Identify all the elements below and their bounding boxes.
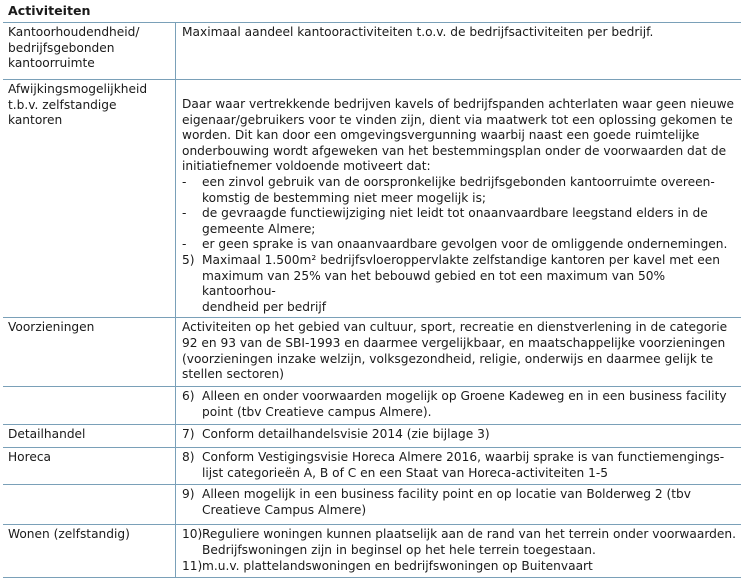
numbered-note <box>182 253 737 315</box>
note-number: 7) <box>182 427 195 442</box>
numbered-note <box>182 389 737 420</box>
row-label <box>3 387 176 425</box>
note-number: 8) <box>182 450 195 465</box>
row-value <box>176 23 742 80</box>
list-item: - er geen sprake is van onaanvaardbare gevolgen voor de omliggende ondernemingen. <box>182 237 737 253</box>
bullet-text: de gevraagde functiewijziging niet leidt tot onaanvaardbare leegstand elders in de gemeente Almere; <box>202 206 708 236</box>
bullet-text: er geen sprake is van onaanvaardbare gevolgen voor de omliggende ondernemingen. <box>202 237 728 252</box>
row-value <box>176 425 742 448</box>
section-heading: Activiteiten <box>8 3 91 18</box>
note-text: Reguliere woningen kunnen plaatselijk aan de rand van het terrein onder voorwaarden. Bedrijfswoningen zijn in beginsel op het hele terrein toegestaan. <box>202 527 736 557</box>
row-value <box>176 525 742 578</box>
note-text: Alleen mogelijk in een business facility point en op locatie van Bolderweg 2 (tbv Creatieve Campus Almere) <box>202 487 691 517</box>
note-text: Conform Vestigingsvisie Horeca Almere 2016, waarbij sprake is van functiemengings- lijst categorieën A, B of C en een Staat van Horeca-activiteiten 1-5 <box>202 450 725 480</box>
row-label: Horeca <box>3 448 176 485</box>
note-text: Maximaal 1.500m² bedrijfsvloeroppervlakte zelfstandige kantoren per kavel met een maximum van 25% van het bebouwd gebied en tot een maximum van 50% kantoorhou- dendheid per bedrijf <box>202 252 720 314</box>
row-label: Kantoorhoudendheid/ bedrijfsgebonden kantoorruimte <box>3 23 176 80</box>
table-row <box>3 318 741 387</box>
table-row <box>3 23 741 80</box>
row-label: Afwijkingsmogelijkheid t.b.v. zelfstandige kantoren <box>3 80 176 318</box>
table-row <box>3 525 741 578</box>
table-row <box>3 448 741 485</box>
note-number: 6) <box>182 389 195 404</box>
numbered-note <box>182 487 737 518</box>
row-label: Wonen (zelfstandig) <box>3 525 176 578</box>
note-number: 11) <box>182 558 203 573</box>
row-text: Activiteiten op het gebied van cultuur, sport, recreatie en dienstverlening in de categorie 92 en 93 van de SBI-1993 en daarmee vergelijkbaar, en maatschappelijke voorzieningen (voorzieningen inzake welzijn, volksgezondheid, religie, onderwijs en daarmee gelijk te stellen sectoren) <box>182 320 728 382</box>
row-label: Voorzieningen <box>3 318 176 387</box>
note-number: 5) <box>182 252 195 267</box>
table-row <box>3 485 741 525</box>
row-text: Maximaal aandeel kantooractiviteiten t.o.v. de bedrijfsactiviteiten per bedrijf. <box>182 25 654 39</box>
numbered-note <box>182 527 737 558</box>
activities-table <box>3 22 741 578</box>
table-row <box>3 387 741 425</box>
row-value <box>176 448 742 485</box>
row-value <box>176 387 742 425</box>
note-text: m.u.v. plattelandswoningen en bedrijfswoningen op Buitenvaart <box>202 558 593 573</box>
row-intro: Daar waar vertrekkende bedrijven kavels of bedrijfspanden achterlaten waar geen nieuwe eigenaar/gebruikers voor te vinden zijn, dient via maatwerk tot een oplossing gekomen te worden. Dit kan door een omgevingsvergunning waarbij naast een goede ruimtelijke onderbouwing wordt afgeweken van het bestemmingsplan onder de voorwaarden dat de initiatiefnemer voldoende motiveert dat: <box>182 97 735 174</box>
row-label <box>3 485 176 525</box>
list-item: - de gevraagde functiewijziging niet leidt tot onaanvaardbare leegstand elders in de gemeente Almere; <box>182 206 737 237</box>
table-row <box>3 425 741 448</box>
note-number: 10) <box>182 527 203 542</box>
numbered-note <box>182 427 737 443</box>
row-value <box>176 485 742 525</box>
note-number: 9) <box>182 487 195 502</box>
row-label: Detailhandel <box>3 425 176 448</box>
note-text: Conform detailhandelsvisie 2014 (zie bijlage 3) <box>202 427 490 442</box>
table-row <box>3 80 741 318</box>
list-item: - een zinvol gebruik van de oorspronkelijke bedrijfsgebonden kantoorruimte overeen- komstig de bestemming niet meer mogelijk is; <box>182 175 737 206</box>
row-value <box>176 80 742 318</box>
bullet-text: een zinvol gebruik van de oorspronkelijke bedrijfsgebonden kantoorruimte overeen- komstig de bestemming niet meer mogelijk is; <box>202 174 715 205</box>
row-value <box>176 318 742 387</box>
note-text: Alleen en onder voorwaarden mogelijk op Groene Kadeweg en in een business facility point (tbv Creatieve campus Almere). <box>202 389 727 419</box>
numbered-note <box>182 450 737 481</box>
